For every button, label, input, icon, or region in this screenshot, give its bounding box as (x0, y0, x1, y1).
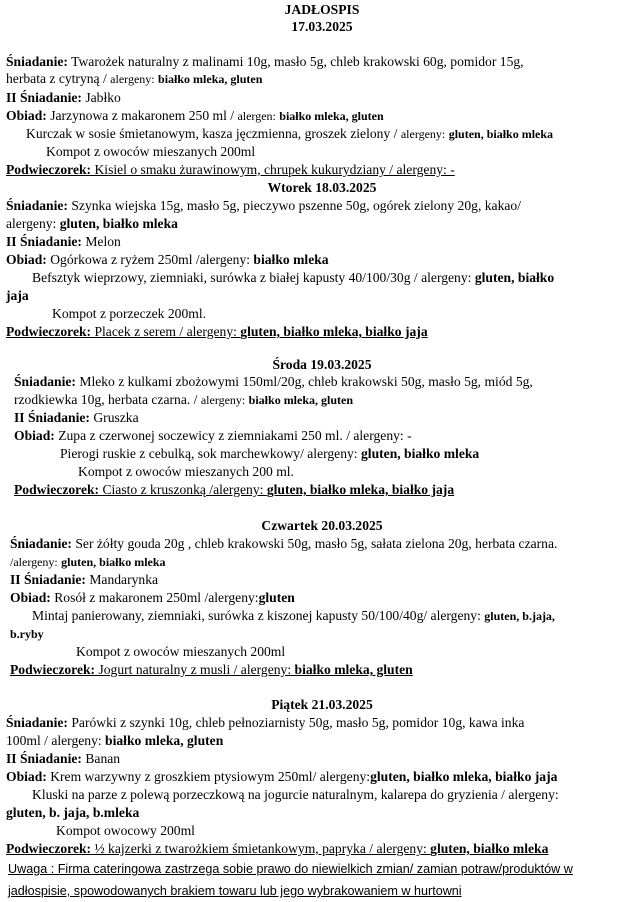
mon-breakfast-cont: herbata z cytryną / alergeny: białko mleka, gluten (6, 71, 263, 86)
mon-lunch-main: Kurczak w sosie śmietanowym, kasza jęczmienna, groszek zielony / alergeny: gluten, białko mleka (26, 126, 554, 141)
mon-lunch-drink: Kompot z owoców mieszanych 200ml (46, 144, 256, 159)
tue-snack: Podwieczorek: Placek z serem / alergeny: gluten, białko mleka, białko jaja (6, 324, 428, 339)
thu-second-breakfast: II Śniadanie: Mandarynka (10, 572, 159, 587)
mon-second-breakfast: II Śniadanie: Jabłko (6, 90, 121, 105)
thu-lunch-main: Mintaj panierowany, ziemniaki, surówka z kiszonej kapusty 50/100/40g/ alergeny: gluten, b.jaja, (32, 608, 555, 623)
wed-breakfast-cont: rzodkiewka 10g, herbata czarna. / alergeny: białko mleka, gluten (14, 392, 354, 407)
fri-breakfast-cont: 100ml / alergeny: białko mleka, gluten (6, 733, 224, 748)
fri-second-breakfast: II Śniadanie: Banan (6, 751, 121, 766)
mon-breakfast: Śniadanie: Twarożek naturalny z malinami 10g, masło 5g, chleb krakowski 60g, pomidor 15g, (6, 54, 524, 69)
fri-lunch-main-cont: gluten, b. jaja, b.mleka (6, 805, 140, 820)
fri-breakfast: Śniadanie: Parówki z szynki 10g, chleb pełnoziarnisty 50g, masło 5g, pomidor 10g, kawa inka (6, 715, 525, 730)
wed-lunch-drink: Kompot z owoców mieszanych 200 ml. (78, 464, 294, 479)
thu-lunch-drink: Kompot z owoców mieszanych 200ml (76, 644, 286, 659)
wed-breakfast: Śniadanie: Mleko z kulkami zbożowymi 150ml/20g, chleb krakowski 50g, masło 5g, miód 5g, (14, 374, 533, 389)
thu-lunch-main-cont: b.ryby (10, 627, 44, 641)
tue-lunch-drink: Kompot z porzeczek 200ml. (52, 306, 207, 321)
thu-breakfast: Śniadanie: Ser żółty gouda 20g , chleb krakowski 50g, masło 5g, sałata zielona 20g, herbata czarna. (10, 536, 558, 551)
mon-lunch: Obiad: Jarzynowa z makaronem 250 ml / alergen: białko mleka, gluten (6, 108, 384, 123)
thu-title: Czwartek 20.03.2025 (261, 518, 383, 533)
tue-lunch-main: Befsztyk wieprzowy, ziemniaki, surówka z białej kapusty 40/100/30g / alergeny: gluten, białko (32, 270, 555, 285)
fri-lunch-main: Kluski na parze z polewą porzeczkową na jogurcie naturalnym, kalarepa do gryzienia / alergeny: (32, 787, 559, 802)
wed-second-breakfast: II Śniadanie: Gruszka (14, 410, 139, 425)
tue-second-breakfast: II Śniadanie: Melon (6, 234, 121, 249)
wed-title: Środa 19.03.2025 (272, 357, 372, 372)
fri-snack: Podwieczorek: ½ kajzerki z twarożkiem śmietankowym, papryka / alergeny: gluten, białko mleka (6, 841, 549, 856)
fri-title: Piątek 21.03.2025 (271, 697, 373, 712)
thu-snack: Podwieczorek: Jogurt naturalny z musli / alergeny: białko mleka, gluten (10, 662, 413, 677)
tue-lunch-main-cont: jaja (6, 288, 29, 303)
fri-lunch: Obiad: Krem warzywny z groszkiem ptysiowym 250ml/ alergeny:gluten, białko mleka, białko jaja (6, 769, 558, 784)
thu-breakfast-cont: /alergeny: gluten, białko mleka (10, 555, 166, 569)
tue-lunch: Obiad: Ogórkowa z ryżem 250ml /alergeny: białko mleka (6, 252, 329, 267)
mon-snack: Podwieczorek: Kisiel o smaku żurawinowym, chrupek kukurydziany / alergeny: - (6, 162, 455, 177)
thu-lunch: Obiad: Rosół z makaronem 250ml /alergeny:gluten (10, 590, 295, 605)
wed-lunch-main: Pierogi ruskie z cebulką, sok marchewkowy/ alergeny: gluten, białko mleka (60, 446, 480, 461)
page-title: JADŁOSPIS (284, 2, 360, 17)
notice-line-1: Uwaga : Firma cateringowa zastrzega sobie prawo do niewielkich zmian/ zamian potraw/produktów w (8, 862, 573, 876)
fri-lunch-drink: Kompot owocowy 200ml (56, 823, 195, 838)
page-date: 17.03.2025 (291, 19, 353, 34)
tue-title: Wtorek 18.03.2025 (267, 180, 377, 195)
tue-breakfast: Śniadanie: Szynka wiejska 15g, masło 5g, pieczywo pszenne 50g, ogórek zielony 20g, kakao/ (6, 198, 521, 213)
tue-breakfast-cont: alergeny: gluten, białko mleka (6, 216, 178, 231)
notice-line-2: jadłospisie, spowodowanych brakiem towaru lub jego wybrakowaniem w hurtowni (8, 884, 462, 898)
wed-snack: Podwieczorek: Ciasto z kruszonką /alergeny: gluten, białko mleka, białko jaja (14, 482, 455, 497)
wed-lunch: Obiad: Zupa z czerwonej soczewicy z ziemniakami 250 ml. / alergeny: - (14, 428, 412, 443)
